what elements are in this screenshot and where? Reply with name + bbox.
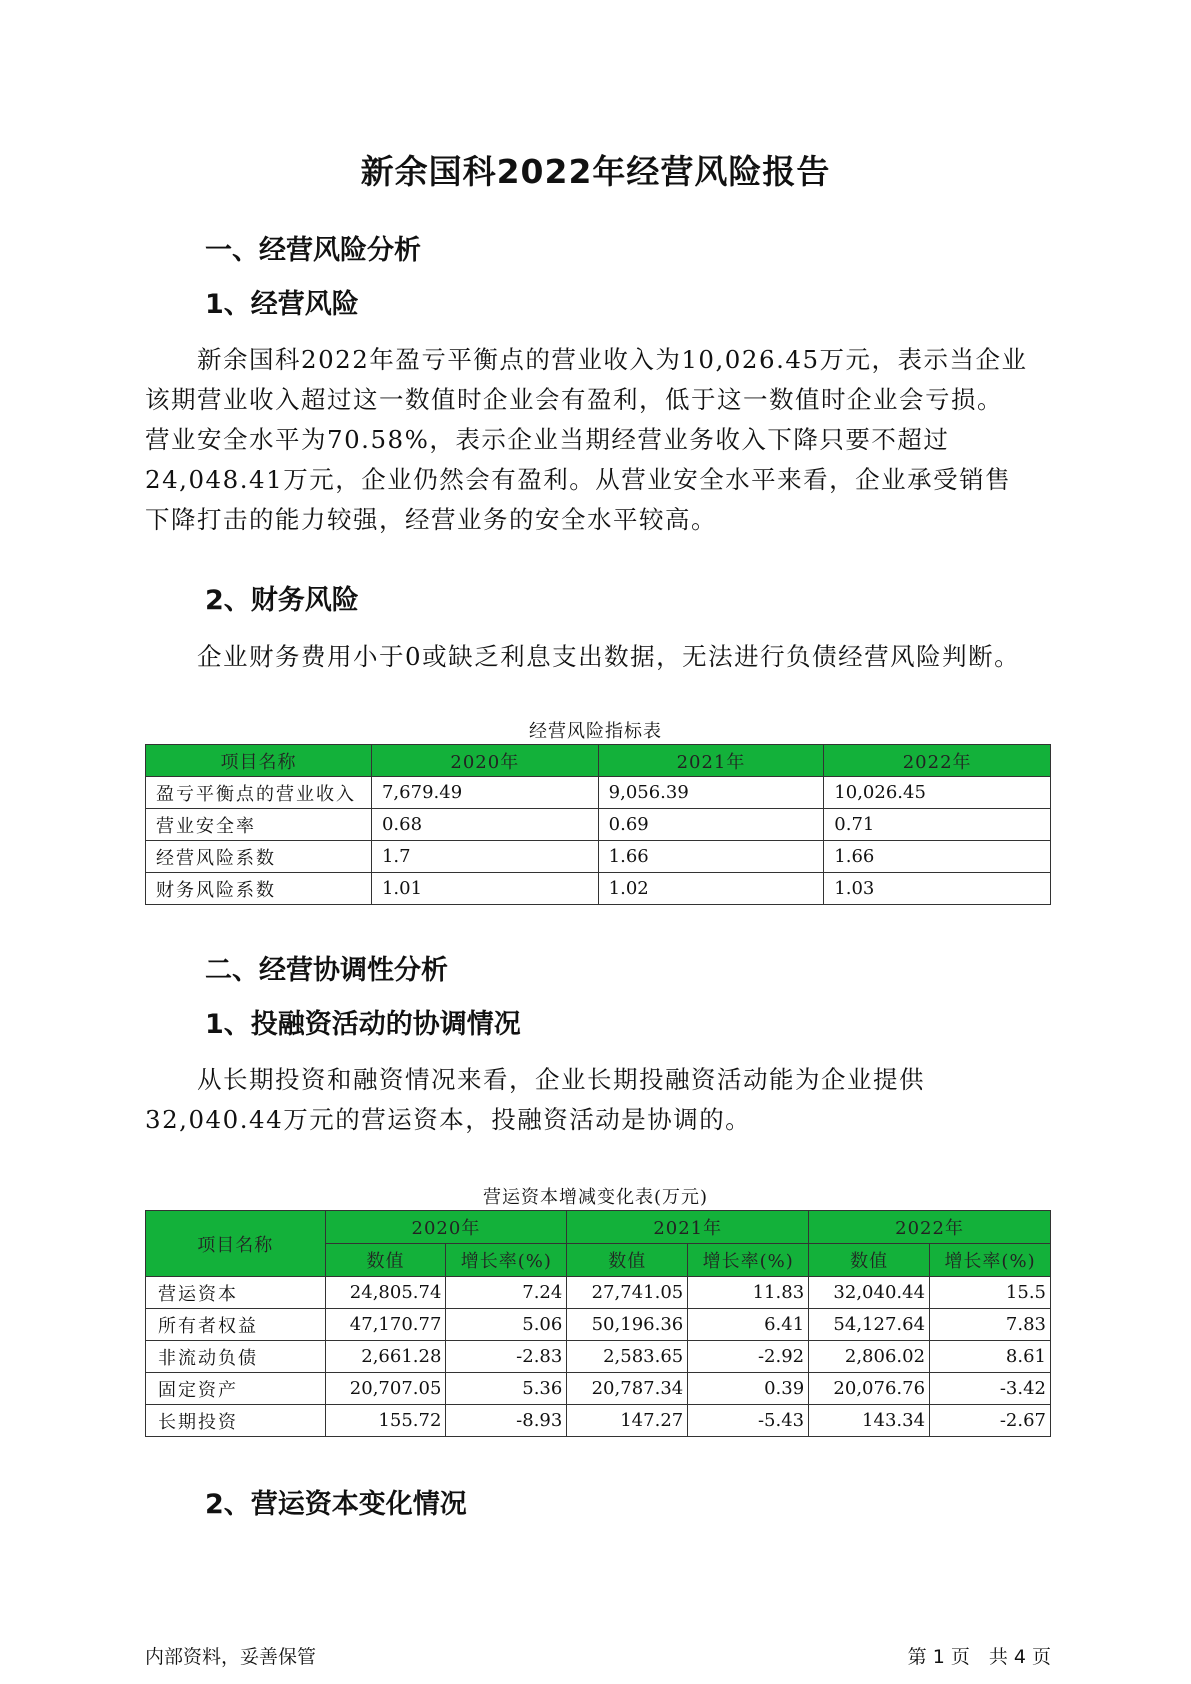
table-row [146,777,1051,809]
paragraph-line: 从长期投资和融资情况来看，企业长期投融资活动能为企业提供 [145,1065,925,1094]
working-capital-table [145,1210,1051,1437]
table-cell: 1.66 [598,841,824,873]
paragraph-line: 下降打击的能力较强，经营业务的安全水平较高。 [145,505,717,534]
table-cell: 147.27 [567,1405,688,1437]
table-cell: 20,707.05 [325,1373,446,1405]
table-cell: -8.93 [446,1405,567,1437]
investment-financing-paragraph [145,1060,1050,1140]
paragraph-line: 企业财务费用小于0或缺乏利息支出数据，无法进行负债经营风险判断。 [145,642,1021,671]
header-cell: 2022年 [809,1211,1051,1244]
section-2-1-heading: 1、投融资活动的协调情况 [205,1009,521,1040]
header-cell: 2021年 [598,745,824,777]
table-row [146,1309,1051,1341]
row-label: 营运资本 [146,1277,326,1309]
header-cell: 2020年 [325,1211,567,1244]
table-cell: 7,679.49 [371,777,598,809]
paragraph-line: 32,040.44万元的营运资本，投融资活动是协调的。 [145,1105,752,1134]
header-cell: 项目名称 [146,745,372,777]
table-cell: 2,583.65 [567,1341,688,1373]
table-cell: 6.41 [688,1309,809,1341]
header-cell: 2020年 [371,745,598,777]
section-2-2-heading: 2、营运资本变化情况 [205,1489,467,1520]
risk-indicator-table [145,744,1051,905]
header-cell: 数值 [325,1244,446,1277]
paragraph-line: 营业安全水平为70.58%，表示企业当期经营业务收入下降只要不超过 [145,425,950,454]
table-cell: 32,040.44 [809,1277,930,1309]
table-cell: 5.06 [446,1309,567,1341]
section-1-1-heading: 1、经营风险 [205,289,359,320]
table-cell: 2,806.02 [809,1341,930,1373]
table-header-row [146,745,1051,777]
table-cell: 1.66 [824,841,1051,873]
table-cell: 10,026.45 [824,777,1051,809]
working-capital-table-caption: 营运资本增减变化表(万元) [482,1187,709,1208]
table-cell: 155.72 [325,1405,446,1437]
table-cell: 9,056.39 [598,777,824,809]
paragraph-line: 新余国科2022年盈亏平衡点的营业收入为10,026.45万元，表示当企业 [145,345,1028,374]
table-cell: -3.42 [930,1373,1051,1405]
table-cell: 15.5 [930,1277,1051,1309]
table-cell: 1.02 [598,873,824,905]
table-cell: 47,170.77 [325,1309,446,1341]
table-cell: 0.39 [688,1373,809,1405]
table-cell: 24,805.74 [325,1277,446,1309]
table-row [146,1373,1051,1405]
table-cell: 1.01 [371,873,598,905]
table-row [146,1405,1051,1437]
row-label: 非流动负债 [146,1341,326,1373]
table-cell: -2.67 [930,1405,1051,1437]
table-cell: 5.36 [446,1373,567,1405]
table-cell: 27,741.05 [567,1277,688,1309]
table-row [146,1277,1051,1309]
row-label: 长期投资 [146,1405,326,1437]
table-cell: 1.03 [824,873,1051,905]
table-cell: 0.69 [598,809,824,841]
table-cell: 1.7 [371,841,598,873]
row-label: 营业安全率 [146,809,372,841]
table-cell: 20,076.76 [809,1373,930,1405]
section-1-2-heading: 2、财务风险 [205,585,359,616]
table-cell: 11.83 [688,1277,809,1309]
table-row [146,809,1051,841]
table-row [146,1341,1051,1373]
paragraph-line: 24,048.41万元，企业仍然会有盈利。从营业安全水平来看，企业承受销售 [145,465,1012,494]
table-row [146,873,1051,905]
risk-table-caption: 经营风险指标表 [529,721,662,742]
table-cell: 50,196.36 [567,1309,688,1341]
table-cell: -5.43 [688,1405,809,1437]
table-cell: 20,787.34 [567,1373,688,1405]
financial-risk-paragraph [145,637,1050,677]
table-cell: 0.68 [371,809,598,841]
header-cell: 数值 [567,1244,688,1277]
row-label: 固定资产 [146,1373,326,1405]
table-cell: 2,661.28 [325,1341,446,1373]
table-cell: 54,127.64 [809,1309,930,1341]
paragraph-line: 该期营业收入超过这一数值时企业会有盈利，低于这一数值时企业会亏损。 [145,385,1003,414]
table-cell: 0.71 [824,809,1051,841]
table-cell: -2.83 [446,1341,567,1373]
row-label: 经营风险系数 [146,841,372,873]
header-cell: 增长率(%) [446,1244,567,1277]
table-row [146,841,1051,873]
header-cell: 增长率(%) [930,1244,1051,1277]
table-cell: -2.92 [688,1341,809,1373]
section-1-heading: 一、经营风险分析 [205,235,421,266]
table-cell: 7.83 [930,1309,1051,1341]
report-title: 新余国科2022年经营风险报告 [360,152,831,191]
table-cell: 143.34 [809,1405,930,1437]
footer-page-number: 第 1 页 共 4 页 [907,1646,1051,1668]
footer-confidential-note: 内部资料，妥善保管 [145,1646,317,1668]
row-label: 财务风险系数 [146,873,372,905]
row-label: 所有者权益 [146,1309,326,1341]
header-cell: 2022年 [824,745,1051,777]
header-cell: 数值 [809,1244,930,1277]
header-cell: 2021年 [567,1211,809,1244]
table-cell: 8.61 [930,1341,1051,1373]
section-2-heading: 二、经营协调性分析 [205,955,448,986]
operating-risk-paragraph [145,340,1050,540]
header-cell: 项目名称 [146,1211,326,1277]
row-label: 盈亏平衡点的营业收入 [146,777,372,809]
table-header-row [146,1211,1051,1244]
table-cell: 7.24 [446,1277,567,1309]
header-cell: 增长率(%) [688,1244,809,1277]
